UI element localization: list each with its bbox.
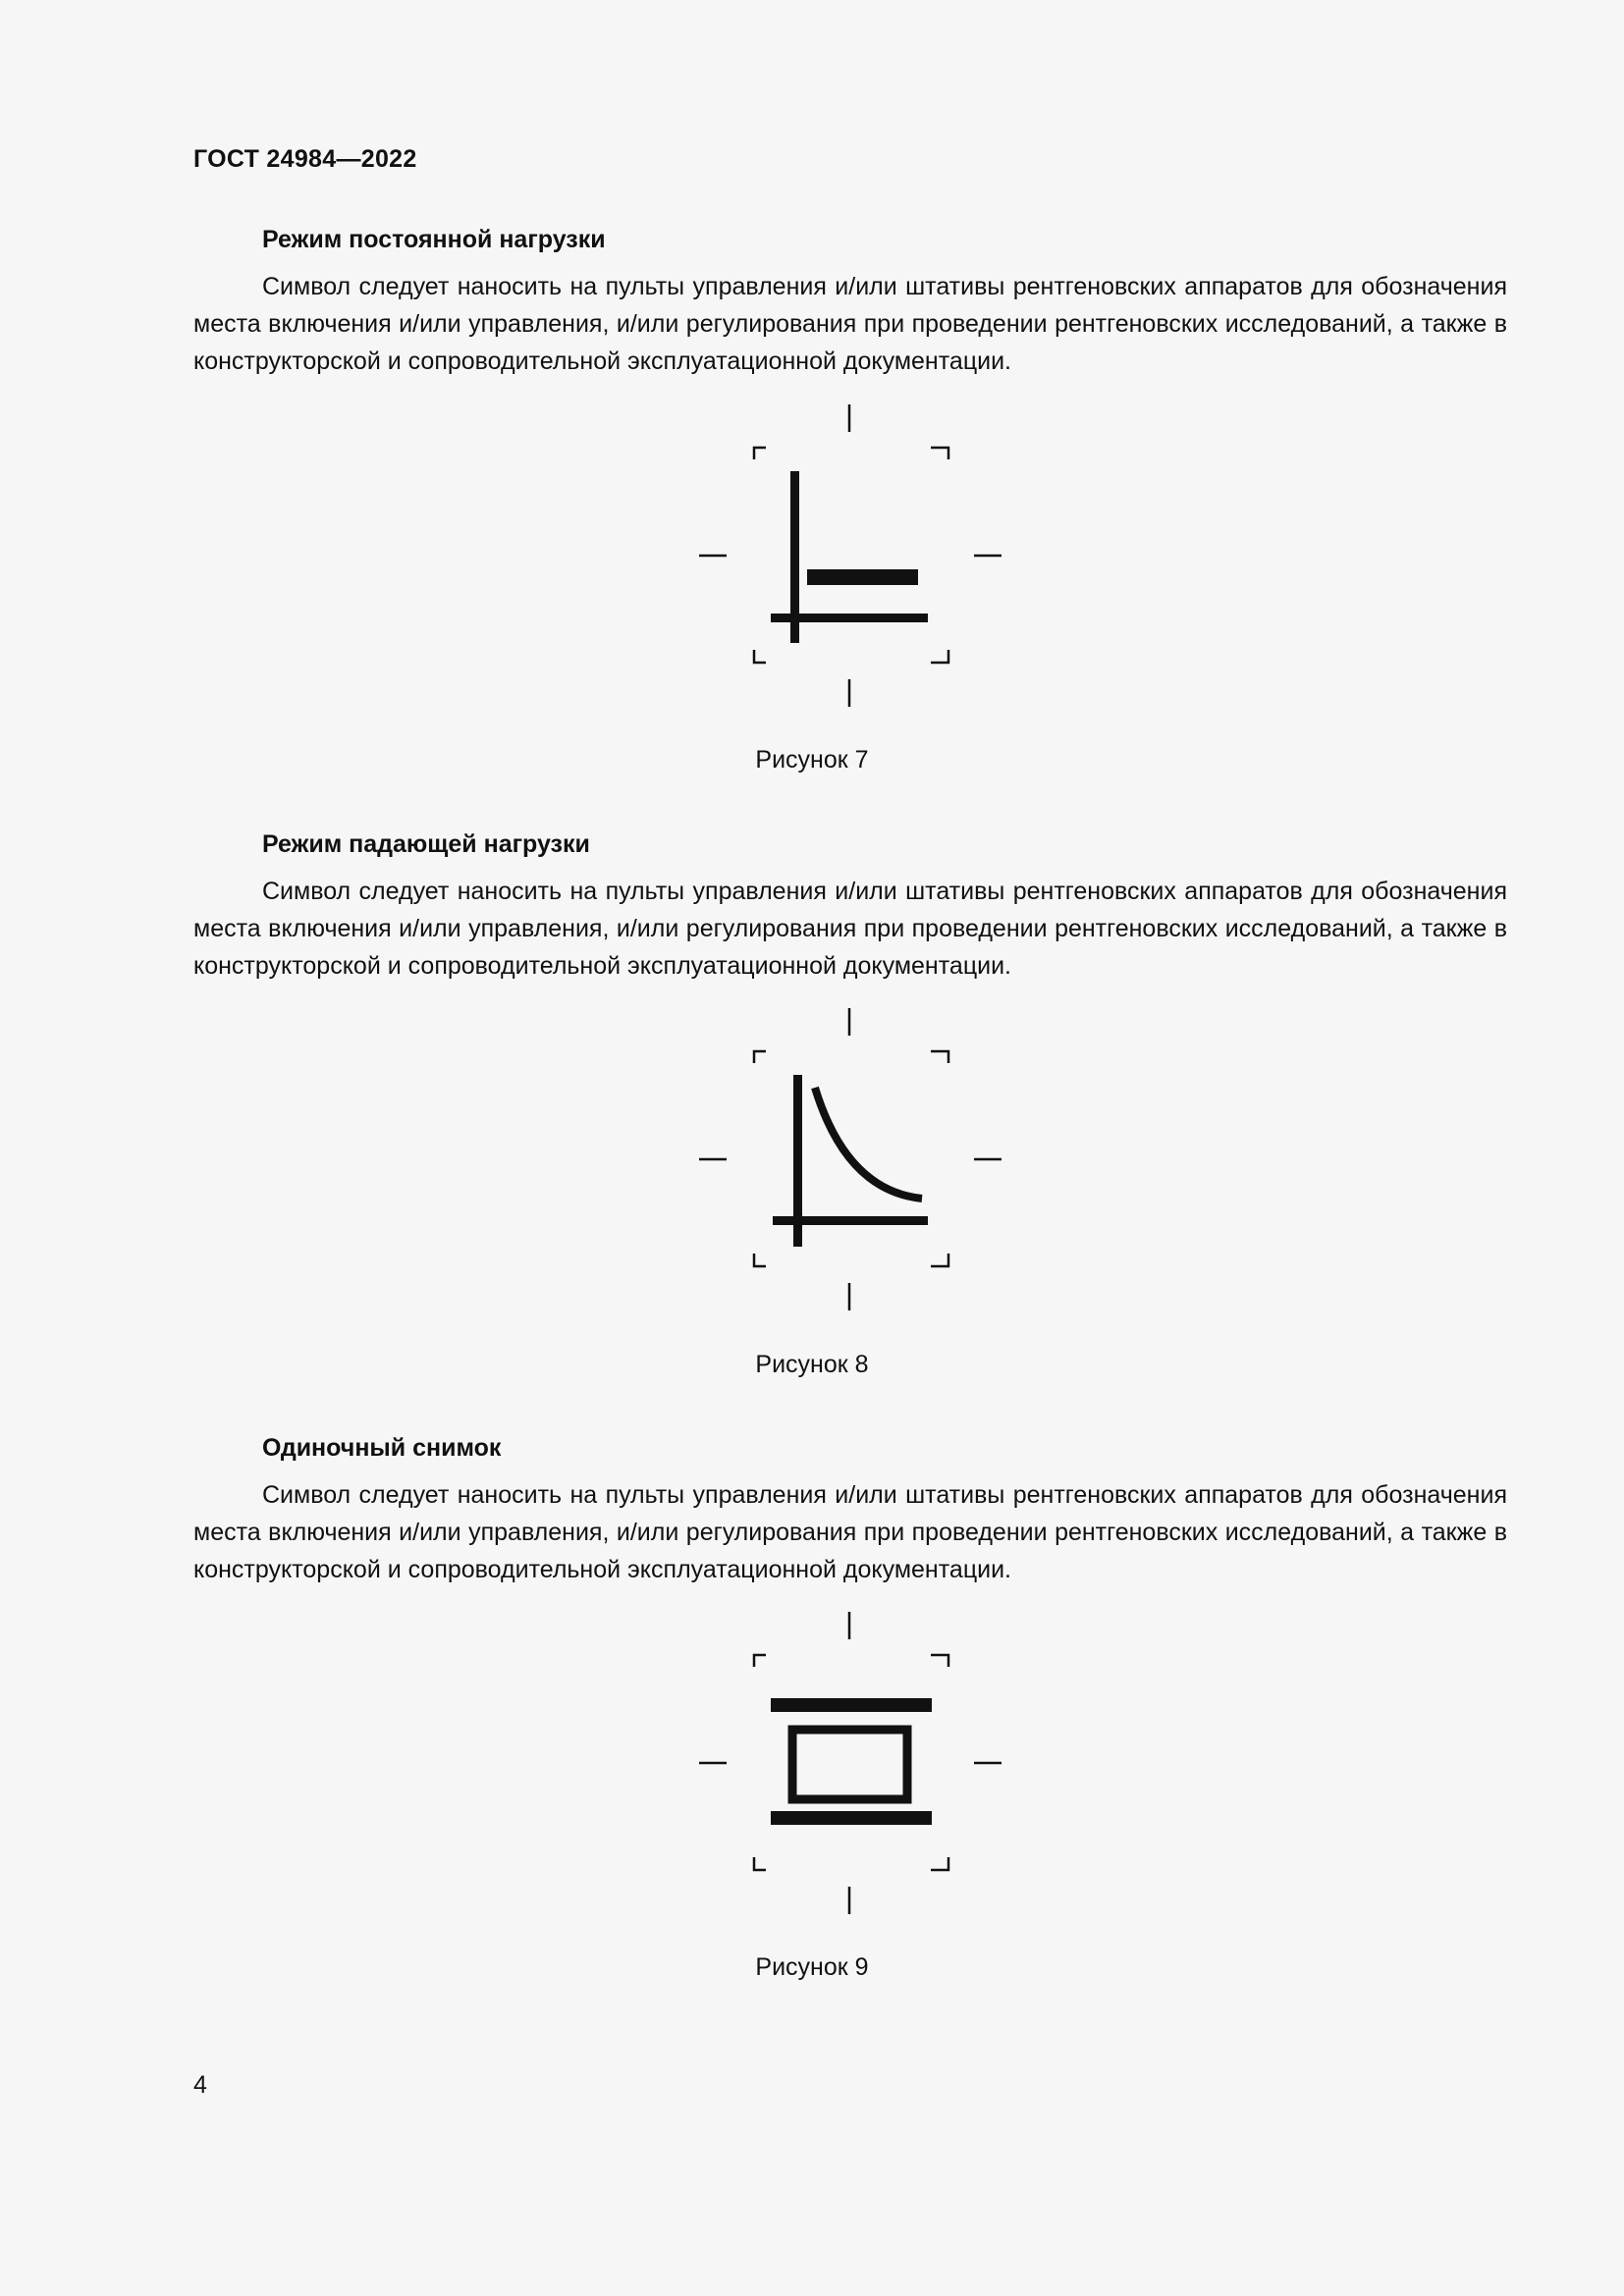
- single-exposure-icon: [699, 1610, 1003, 1914]
- figure-caption: Рисунок 8: [755, 1351, 869, 1378]
- symbol-frame-marks: [699, 404, 1001, 707]
- falling-load-mode-icon: [699, 1006, 1003, 1310]
- symbol-graphic: [771, 471, 928, 643]
- symbol-graphic: [771, 1698, 932, 1825]
- figure-caption: Рисунок 9: [755, 1953, 869, 1981]
- section-title: Режим падающей нагрузки: [262, 830, 590, 858]
- page-number: 4: [193, 2071, 207, 2099]
- document-header: ГОСТ 24984—2022: [193, 145, 417, 173]
- constant-load-mode-icon: [699, 402, 1003, 707]
- section-title: Одиночный снимок: [262, 1434, 502, 1462]
- symbol-frame-marks: [699, 1612, 1001, 1914]
- symbol-graphic: [773, 1075, 928, 1247]
- figure-caption: Рисунок 7: [755, 746, 869, 774]
- figure-9: [699, 1610, 1003, 1914]
- figure-7: [699, 402, 1003, 707]
- figure-8: [699, 1006, 1003, 1310]
- section-paragraph: Символ следует наносить на пульты управления и/или штативы рентгеновских аппаратов для обозначения места включения и/или управления, и/или регулирования при проведении рентгеновских исследований, а также в конструкторской и сопроводительной эксплуатационной документации.: [193, 878, 1507, 980]
- section-title: Режим постоянной нагрузки: [262, 226, 606, 253]
- section-paragraph: Символ следует наносить на пульты управления и/или штативы рентгеновских аппаратов для обозначения места включения и/или управления, и/или регулирования при проведении рентгеновских исследований, а также в конструкторской и сопроводительной эксплуатационной документации.: [193, 273, 1507, 375]
- section-paragraph: Символ следует наносить на пульты управления и/или штативы рентгеновских аппаратов для обозначения места включения и/или управления, и/или регулирования при проведении рентгеновских исследований, а также в конструкторской и сопроводительной эксплуатационной документации.: [193, 1481, 1507, 1583]
